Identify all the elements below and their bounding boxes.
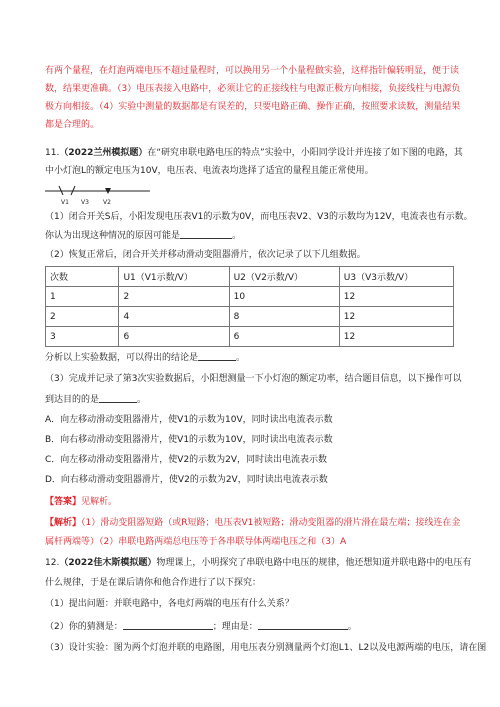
q11-sub3-text: 到达目的的是 — [45, 395, 100, 405]
table-header-cell: U3（V3示数/V） — [339, 267, 453, 287]
q12-sub2: （2）你的猜测是： ；理由是： 。 — [45, 619, 357, 634]
table-header-cell: U1（V1示数/V） — [119, 267, 229, 287]
q11-sub2: （2）恢复正常后，闭合开关并移动滑动变阻器滑片，依次记录了以下几组数据。 — [45, 250, 366, 260]
q11-analysis-text: 分析以上实验数据，可以得出的结论是 — [45, 353, 199, 363]
circuit-diagram-fragment — [45, 184, 155, 206]
q11-sub1-line2: 你认为出现这种情况的原因可能是 。 — [45, 228, 241, 243]
intro-line: 数，结果更准确。（3）电压表接入电路中，必须让它的正接线柱与电源正极方向相接，负接线柱与电源负 — [45, 84, 461, 94]
table-cell: 12 — [339, 287, 453, 307]
q11-sub3-line1: （3）完成并记录了第3次实验数据后，小阳想测量一下小灯泡的额定功率，结合题目信息，以下操作可以 — [45, 374, 462, 384]
diagram-label-v2: V2 — [103, 199, 111, 206]
explanation-text: （1）滑动变阻器短路（或R短路；电压表V1被短路；滑动变阻器的滑片滑在最左端；接线连在金 — [81, 518, 461, 528]
q12-sub2-reason: ；理由是： — [212, 622, 258, 632]
table-header-cell: U2（V2示数/V） — [229, 267, 339, 287]
answer-label: 【答案】 — [45, 497, 82, 507]
option-b: B．向右移动滑动变阻器滑片，使V1的示数为10V，同时读出电流表示数 — [45, 435, 333, 445]
diagram-label-v1: V1 — [61, 199, 69, 206]
answer-text: 见解析。 — [81, 497, 118, 507]
answer-blank — [258, 619, 348, 630]
q12-sub3: （3）设计实验：图为两个灯泡并联的电路图，用电压表分别测量两个灯泡L1、L2以及电源两端的电压，请在图 — [45, 643, 487, 653]
table-cell: 3 — [46, 327, 119, 347]
intro-line: 有两个量程，在灯泡两端电压不超过量程时，可以换用另一个小量程做实验，这样指针偏转明显，便于读 — [45, 66, 460, 76]
q11-text-line2: 中小灯泡L的额定电压为10V，电压表、电流表均选择了适宜的量程且能正常使用。 — [45, 166, 374, 176]
q12-text-line2: 什么规律，于是在课后请你和他合作进行了以下探究： — [45, 578, 262, 588]
table-row — [46, 307, 454, 327]
q12-source: （2022佳木斯模拟题） — [59, 558, 157, 568]
explanation-label: 【解析】 — [45, 518, 82, 528]
table-cell: 1 — [46, 287, 119, 307]
q11-text: 在“研究串联电路电压的特点”实验中，小阳同学设计并连接了如下图的电路，其 — [147, 148, 463, 158]
answer-blank — [180, 228, 232, 239]
q11-number: 11. — [45, 148, 60, 158]
option-a: A．向左移动滑动变阻器滑片，使V1的示数为10V，同时读出电流表示数 — [45, 415, 333, 425]
table-row — [46, 287, 454, 307]
q12-number: 12. — [45, 558, 60, 568]
q11-sub1-line1: （1）闭合开关S后，小阳发现电压表V1的示数为0V，而电压表V2、V3的示数均为12V，电流表也有示数。 — [45, 212, 473, 222]
option-c: C．向左移动滑动变阻器滑片，使V2的示数为2V，同时读出电流表示数 — [45, 455, 328, 465]
intro-line: 都是合理的。 — [45, 120, 100, 130]
q11-source: （2022兰州模拟题） — [59, 148, 148, 158]
table-cell: 6 — [229, 327, 339, 347]
q11-header — [45, 146, 463, 160]
q12-header — [45, 556, 471, 570]
table-header-cell: 次数 — [46, 267, 119, 287]
table-cell: 2 — [46, 307, 119, 327]
table-header-row — [46, 267, 454, 287]
q11-sub1-text: 你认为出现这种情况的原因可能是 — [45, 231, 181, 241]
table-row — [46, 327, 454, 347]
q11-analysis: 分析以上实验数据，可以得出的结论是 。 — [45, 350, 245, 365]
table-cell: 2 — [119, 287, 229, 307]
q12-sub2-guess: （2）你的猜测是： — [45, 622, 123, 632]
table-cell: 6 — [119, 327, 229, 347]
table-cell: 12 — [339, 307, 453, 327]
answer-line — [45, 495, 117, 509]
answer-blank — [198, 350, 236, 361]
explanation-line1 — [45, 516, 460, 530]
table-cell: 12 — [339, 327, 453, 347]
q11-sub3-line2: 到达目的的是 。 — [45, 392, 146, 407]
intro-line: 极方向相接。（4）实验中测量的数据都是有误差的，只要电路正确、操作正确，按照要求读数，测量结果 — [45, 102, 461, 112]
table-cell: 4 — [119, 307, 229, 327]
data-table — [45, 266, 454, 347]
option-d: D．向右移动滑动变阻器滑片，使V2的示数为2V，同时读出电流表示数 — [45, 475, 328, 485]
table-cell: 10 — [229, 287, 339, 307]
q12-text: 物理课上，小明探究了串联电路中电压的规律，他还想知道并联电路中的电压有 — [156, 558, 472, 568]
q12-sub1: （1）提出问题：并联电路中，各电灯两端的电压有什么关系？ — [45, 599, 294, 609]
explanation-line2: 属杆两端等）（2）串联电路两端总电压等于各串联导体两端电压之和（3）A — [45, 537, 347, 547]
diagram-label-v3: V3 — [81, 199, 89, 206]
answer-blank — [99, 392, 137, 403]
intro-paragraph — [45, 62, 465, 134]
table-cell: 8 — [229, 307, 339, 327]
answer-blank — [123, 619, 213, 630]
